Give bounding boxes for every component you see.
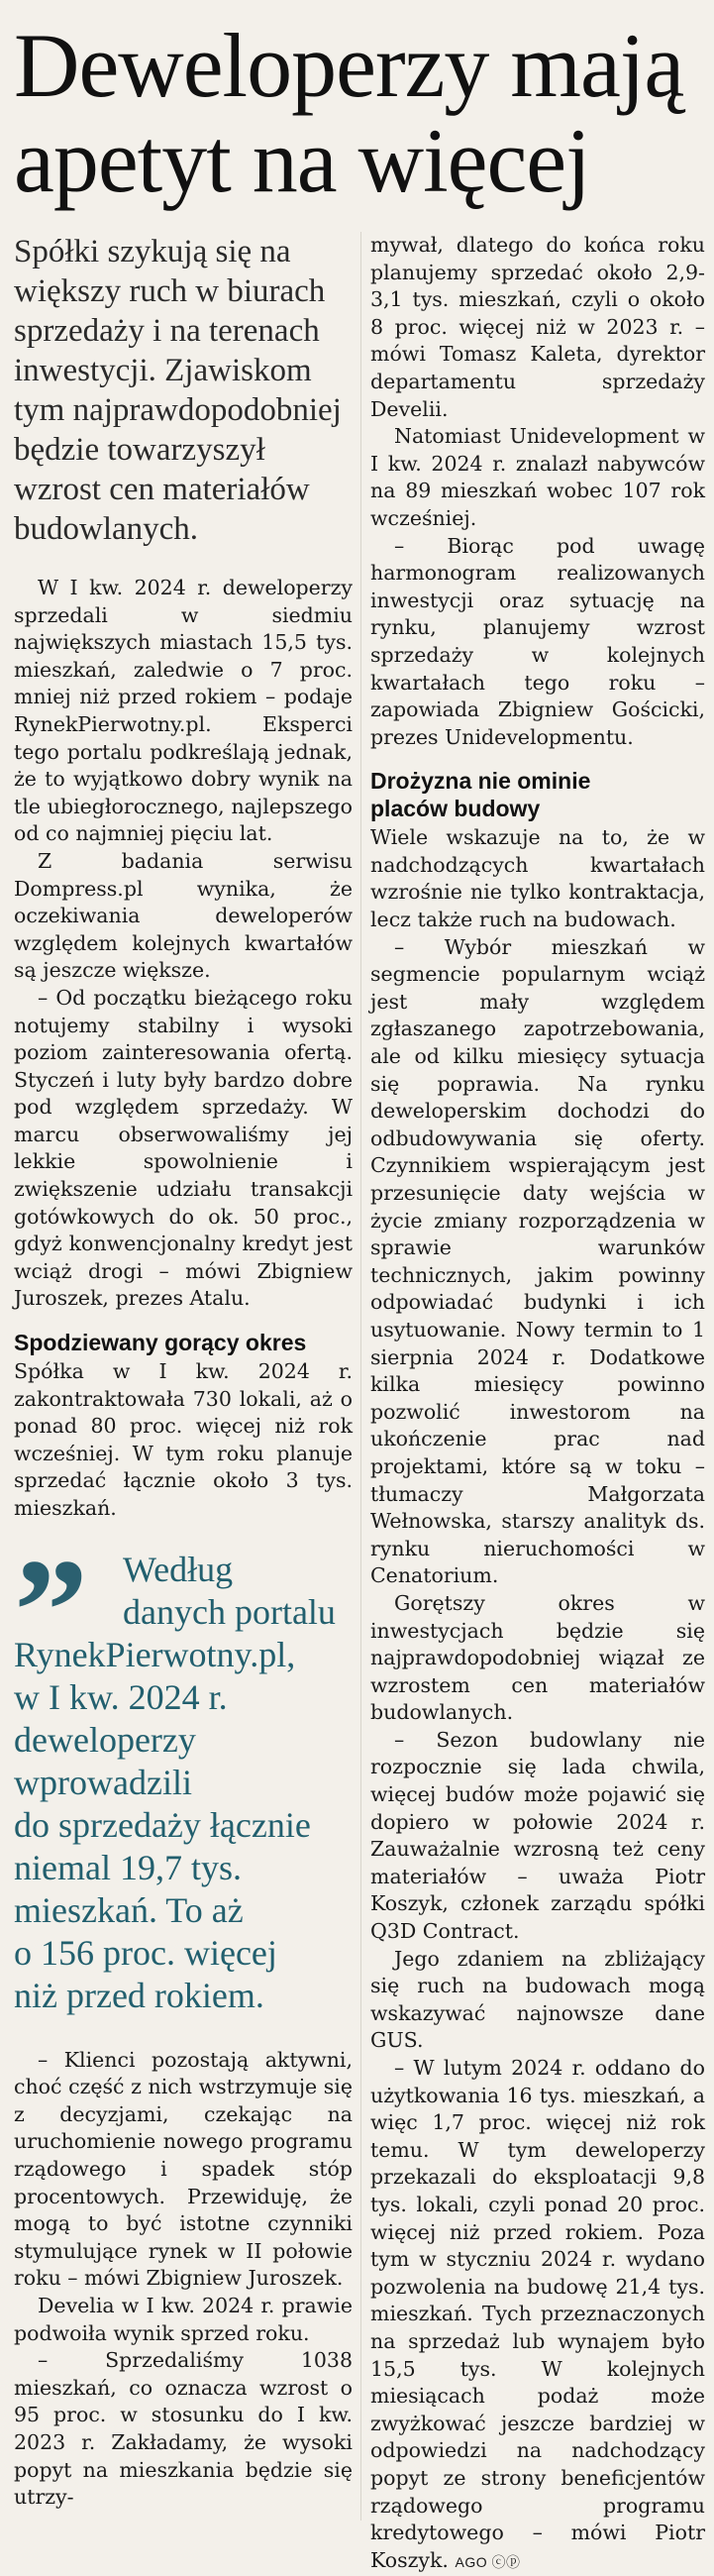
paragraph: – Biorąc pod uwagę harmonogram realizowanych inwestycji oraz sytuację na rynku, planujemy wzrost sprzedaży w kolejnych kwartałach tego roku – zapowiada Zbigniew Gościcki, prezes Unidevelopmentu. xyxy=(370,533,705,749)
paragraph: – Sezon budowlany nie rozpocznie się lada chwila, więcej budów może pojawić się dopiero w połowie 2024 r. Zauważalnie wzrosną też ceny materiałów – uważa Piotr Koszyk, członek zarządu spółki Q3D Contract. xyxy=(370,1727,705,1944)
lead-line: wzrost cen materiałów xyxy=(14,472,310,507)
paragraph: – Sprzedaliśmy 1038 mieszkań, co oznacza wzrost o 95 proc. w stosunku do I kw. 2023 r. Zakładamy, że wysoki popyt na mieszkania będzie się utrzy- xyxy=(14,2348,353,2510)
quote-line: wprowadzili xyxy=(14,1762,192,1802)
paragraph: Wiele wskazuje na to, że w nadchodzących kwartałach wzrośnie nie tylko kontraktacja, lecz także ruch na budowach. xyxy=(370,825,705,932)
lead-line: budowlanych. xyxy=(14,511,199,547)
paragraph: mywał, dlatego do końca roku planujemy sprzedać około 2,9-3,1 tys. mieszkań, czyli o około 8 proc. więcej niż w 2023 r. – mówi Tomasz Kaleta, dyrektor departamentu sprzedaży Develii. xyxy=(370,233,705,421)
paragraph: – Wybór mieszkań w segmencie popularnym wciąż jest mały względem zgłaszanego zapotrzebowania, ale od kilku miesięcy sytuacja się poprawia. Na rynku deweloperskim dochodzi do odbudowywania się oferty. Czynnikiem wspierającym jest przesunięcie daty wejścia w życie zmiany rozporządzenia w sprawie warunków technicznych, jakim powinny odpowiadać budynki i ich usytuowanie. Nowy termin to 1 sierpnia 2024 r. Dodatkowe kilka miesięcy powinno pozwolić inwestorom na ukończenie prac nad projektami, które są w toku – tłumaczy Małgorzata Wełnowska, starszy analityk ds. rynku nieruchomości w Cenatorium. xyxy=(370,934,705,1588)
title-line: apetyt na więcej xyxy=(14,110,590,211)
lead-line: tym najprawdopodobniej xyxy=(14,392,342,428)
paragraph: – Od początku bieżącego roku notujemy stabilny i wysoki poziom zainteresowania ofertą. Styczeń i luty były bardzo dobre pod względem sprzedaży. W marcu obserwowaliśmy jej lekkie spowolnienie i zwiększenie udziału transakcji gotówkowych do ok. 50 proc., gdyż konwencjonalny kredyt jest wciąż drogi – mówi Zbigniew Juroszek, prezes Atalu. xyxy=(14,985,353,1311)
subheading xyxy=(14,1329,353,1356)
paragraph: Z badania serwisu Dompress.pl wynika, że oczekiwania deweloperów względem kolejnych kwartałów są jeszcze większe. xyxy=(14,848,353,983)
lead-line: sprzedaży i na terenach xyxy=(14,313,320,349)
quote-line: w I kw. 2024 r. xyxy=(14,1676,228,1717)
paragraph: Develia w I kw. 2024 r. prawie podwoiła wynik sprzed roku. xyxy=(14,2293,353,2345)
quote-mark-icon: ” xyxy=(14,1528,88,1693)
quote-line: niemal 19,7 tys. xyxy=(14,1847,242,1887)
paragraph: Spółka w I kw. 2024 r. zakontraktowała 730 lokali, aż o ponad 80 proc. więcej niż rok wcześniej. W tym roku planuje sprzedać łącznie około 3 tys. mieszkań. xyxy=(14,1359,353,1520)
subheading-line: Spodziewany gorący okres xyxy=(14,1330,307,1356)
subheading-line: Drożyzna nie ominie xyxy=(370,768,591,795)
quote-line: Według xyxy=(123,1549,234,1589)
quote-line: o 156 proc. więcej xyxy=(14,1932,277,1973)
lead-line: będzie towarzyszył xyxy=(14,432,265,468)
subheading xyxy=(370,767,705,822)
pull-quote xyxy=(14,1528,353,2017)
paragraph xyxy=(370,2055,705,2576)
paragraph: Natomiast Unidevelopment w I kw. 2024 r. znalazł nabywców na 89 mieszkań wobec 107 rok wcześniej. xyxy=(370,424,705,530)
lead-line: większy ruch w biurach xyxy=(14,273,326,309)
paragraph: – Klienci pozostają aktywni, choć część z nich wstrzymuje się z decyzjami, czekając na uruchomienie nowego programu rządowego i spadek stóp procentowych. Przewiduję, że mogą to być istotne czynniki stymulujące rynek w II połowie roku – mówi Zbigniew Juroszek. xyxy=(14,2047,353,2291)
quote-line: mieszkań. To aż xyxy=(14,1889,244,1930)
lead-line: Spółki szykują się na xyxy=(14,234,291,269)
article-lead xyxy=(14,232,353,549)
article-title xyxy=(14,15,707,211)
quote-line: danych portalu xyxy=(123,1591,336,1632)
left-column xyxy=(14,232,353,2512)
paragraph: Gorętszy okres w inwestycjach będzie się najprawdopodobniej wiązał ze wzrostem cen materiałów budowlanych. xyxy=(370,1590,705,1725)
quote-line: RynekPierwotny.pl, xyxy=(14,1634,296,1674)
column-divider xyxy=(360,232,361,2521)
quote-line: niż przed rokiem. xyxy=(14,1975,264,2015)
paragraph: W I kw. 2024 r. deweloperzy sprzedali w siedmiu największych miastach 15,5 tys. mieszkań, zaledwie o 7 proc. mniej niż przed rokiem – podaje RynekPierwotny.pl. Eksperci tego portalu podkreślają jednak, że to wyjątkowo dobry wynik na tle ubiegłorocznego, najlepszego od co najmniej pięciu lat. xyxy=(14,576,353,846)
lead-line: inwestycji. Zjawiskom xyxy=(14,353,312,388)
subheading-line: placów budowy xyxy=(370,796,541,822)
quote-line: deweloperzy xyxy=(14,1719,196,1760)
author-signature: AGO ⓒⓟ xyxy=(455,2553,521,2570)
right-column xyxy=(370,232,705,2576)
quote-line: do sprzedaży łącznie xyxy=(14,1804,311,1845)
title-line: Deweloperzy mają xyxy=(14,15,684,116)
paragraph-text: – W lutym 2024 r. oddano do użytkowania 16 tys. mieszkań, a więc 1,7 proc. więcej niż rok temu. W tym deweloperzy przekazali do eksploatacji 9,8 tys. lokali, czyli ponad 20 proc. więcej niż przed rokiem. Poza tym w styczniu 2024 r. wydano pozwolenia na budowę 21,4 tys. mieszkań. Tych przeznaczonych na sprzedaż lub wynajem było 15,5 tys. W kolejnych miesiącach podaż może zwyżkować jeszcze bardziej w odpowiedzi na nadchodzący popyt ze strony beneficjentów rządowego programu kredytowego – mówi Piotr Koszyk. xyxy=(370,2056,705,2572)
paragraph: Jego zdaniem na zbliżający się ruch na budowach mogą wskazywać najnowsze dane GUS. xyxy=(370,1946,705,2053)
